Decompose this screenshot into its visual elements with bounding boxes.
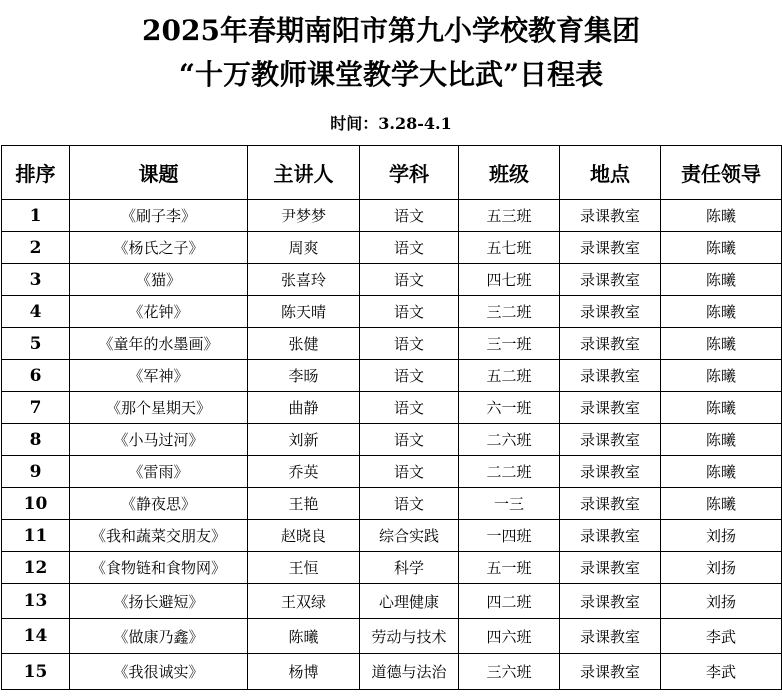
cell-lecturer: 赵晓良 [248,520,360,552]
cell-topic: 《我和蔬菜交朋友》 [70,520,248,552]
cell-leader: 李武 [661,654,782,690]
header-topic: 课题 [70,146,248,200]
cell-location: 录课教室 [560,654,661,690]
cell-leader: 陈曦 [661,456,782,488]
cell-location: 录课教室 [560,232,661,264]
cell-subject: 综合实践 [360,520,459,552]
cell-subject: 语文 [360,296,459,328]
cell-class: 五二班 [459,360,560,392]
cell-lecturer: 李旸 [248,360,360,392]
cell-order: 9 [2,456,70,488]
cell-location: 录课教室 [560,392,661,424]
cell-topic: 《雷雨》 [70,456,248,488]
cell-topic: 《扬长避短》 [70,584,248,619]
table-row [2,296,782,328]
cell-location: 录课教室 [560,360,661,392]
cell-topic: 《杨氏之子》 [70,232,248,264]
cell-class: 一四班 [459,520,560,552]
cell-lecturer: 曲静 [248,392,360,424]
cell-topic: 《我很诚实》 [70,654,248,690]
cell-leader: 陈曦 [661,296,782,328]
cell-subject: 语文 [360,392,459,424]
cell-lecturer: 王双绿 [248,584,360,619]
schedule-date-range: 时间：3.28-4.1 [330,114,452,133]
cell-subject: 语文 [360,264,459,296]
cell-subject: 语文 [360,424,459,456]
cell-leader: 陈曦 [661,232,782,264]
cell-order: 14 [2,619,70,654]
cell-topic: 《食物链和食物网》 [70,552,248,584]
document-title-line2: “十万教师课堂教学大比武”日程表 [178,58,604,91]
table-row [2,232,782,264]
cell-order: 1 [2,200,70,232]
cell-order: 5 [2,328,70,360]
cell-location: 录课教室 [560,488,661,520]
cell-topic: 《猫》 [70,264,248,296]
cell-lecturer: 乔英 [248,456,360,488]
cell-lecturer: 杨博 [248,654,360,690]
cell-leader: 李武 [661,619,782,654]
cell-leader: 刘扬 [661,584,782,619]
cell-location: 录课教室 [560,200,661,232]
header-class: 班级 [459,146,560,200]
cell-lecturer: 王恒 [248,552,360,584]
table-row [2,584,782,619]
cell-lecturer: 尹梦梦 [248,200,360,232]
cell-class: 二二班 [459,456,560,488]
header-subject: 学科 [360,146,459,200]
table-row [2,200,782,232]
header-location: 地点 [560,146,661,200]
table-row [2,488,782,520]
cell-order: 3 [2,264,70,296]
cell-leader: 陈曦 [661,424,782,456]
cell-order: 13 [2,584,70,619]
cell-location: 录课教室 [560,619,661,654]
document-title-line1: 2025年春期南阳市第九小学校教育集团 [142,14,640,47]
cell-leader: 刘扬 [661,520,782,552]
cell-topic: 《小马过河》 [70,424,248,456]
cell-order: 12 [2,552,70,584]
cell-topic: 《军神》 [70,360,248,392]
cell-class: 六一班 [459,392,560,424]
table-row [2,360,782,392]
cell-order: 6 [2,360,70,392]
cell-class: 四二班 [459,584,560,619]
cell-lecturer: 陈曦 [248,619,360,654]
table-row [2,328,782,360]
cell-topic: 《静夜思》 [70,488,248,520]
cell-subject: 语文 [360,232,459,264]
cell-topic: 《刷子李》 [70,200,248,232]
cell-order: 15 [2,654,70,690]
table-row [2,619,782,654]
table-row [2,654,782,690]
cell-order: 8 [2,424,70,456]
cell-subject: 道德与法治 [360,654,459,690]
cell-location: 录课教室 [560,296,661,328]
cell-class: 三二班 [459,296,560,328]
cell-subject: 劳动与技术 [360,619,459,654]
cell-order: 2 [2,232,70,264]
cell-lecturer: 周爽 [248,232,360,264]
cell-class: 一三 [459,488,560,520]
cell-order: 10 [2,488,70,520]
cell-leader: 陈曦 [661,392,782,424]
cell-order: 7 [2,392,70,424]
cell-subject: 语文 [360,328,459,360]
table-row [2,264,782,296]
cell-leader: 陈曦 [661,200,782,232]
cell-class: 二六班 [459,424,560,456]
cell-order: 11 [2,520,70,552]
cell-topic: 《那个星期天》 [70,392,248,424]
table-header-row [2,146,782,200]
cell-topic: 《童年的水墨画》 [70,328,248,360]
cell-leader: 陈曦 [661,488,782,520]
cell-lecturer: 刘新 [248,424,360,456]
cell-leader: 陈曦 [661,264,782,296]
cell-lecturer: 张喜玲 [248,264,360,296]
cell-subject: 语文 [360,360,459,392]
cell-class: 五一班 [459,552,560,584]
cell-leader: 陈曦 [661,328,782,360]
schedule-table [1,145,782,690]
cell-lecturer: 陈天晴 [248,296,360,328]
cell-subject: 语文 [360,488,459,520]
header-order: 排序 [2,146,70,200]
cell-subject: 心理健康 [360,584,459,619]
cell-location: 录课教室 [560,456,661,488]
cell-class: 五七班 [459,232,560,264]
cell-order: 4 [2,296,70,328]
cell-location: 录课教室 [560,328,661,360]
cell-location: 录课教室 [560,520,661,552]
cell-leader: 刘扬 [661,552,782,584]
table-row [2,520,782,552]
cell-location: 录课教室 [560,264,661,296]
cell-class: 五三班 [459,200,560,232]
cell-lecturer: 王艳 [248,488,360,520]
cell-topic: 《做康乃鑫》 [70,619,248,654]
cell-location: 录课教室 [560,552,661,584]
table-row [2,552,782,584]
cell-location: 录课教室 [560,424,661,456]
cell-subject: 科学 [360,552,459,584]
cell-class: 三一班 [459,328,560,360]
table-row [2,424,782,456]
cell-lecturer: 张健 [248,328,360,360]
cell-leader: 陈曦 [661,360,782,392]
cell-subject: 语文 [360,456,459,488]
table-row [2,456,782,488]
cell-class: 四六班 [459,619,560,654]
cell-location: 录课教室 [560,584,661,619]
cell-class: 四七班 [459,264,560,296]
cell-class: 三六班 [459,654,560,690]
header-lecturer: 主讲人 [248,146,360,200]
table-row [2,392,782,424]
cell-subject: 语文 [360,200,459,232]
header-leader: 责任领导 [661,146,782,200]
cell-topic: 《花钟》 [70,296,248,328]
